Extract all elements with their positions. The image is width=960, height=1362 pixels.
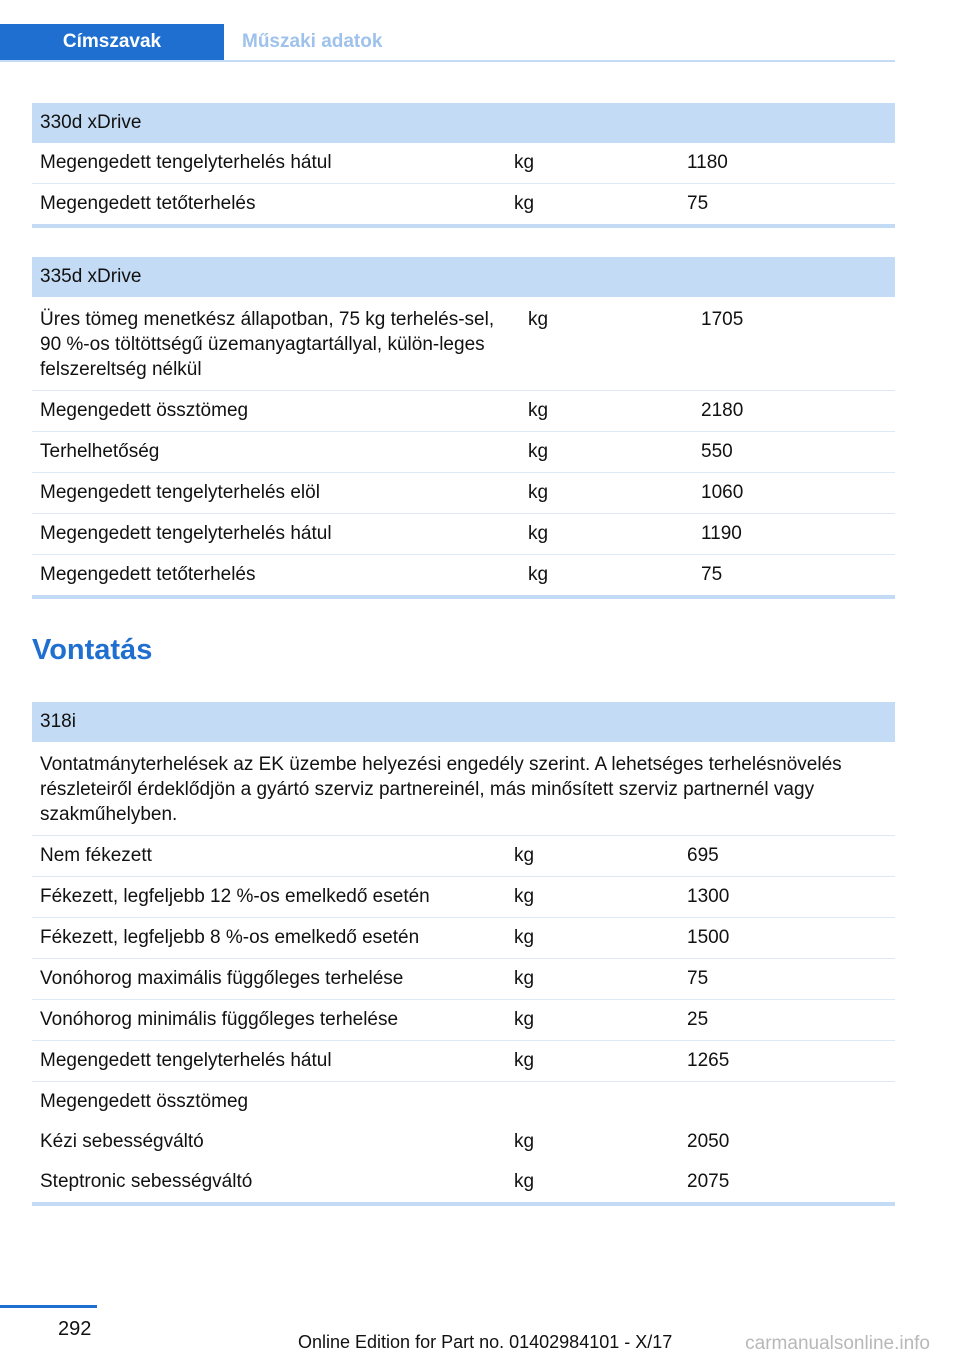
row-unit: kg <box>506 1162 679 1204</box>
row-value: 25 <box>679 1000 895 1041</box>
table-note-row <box>32 742 895 836</box>
row-value: 75 <box>679 959 895 1000</box>
table-title: 330d xDrive <box>32 103 895 143</box>
tab-cimszavak[interactable]: Címszavak <box>0 24 224 60</box>
table-row <box>32 514 895 555</box>
row-value: 75 <box>693 555 895 598</box>
table-row <box>32 1122 895 1162</box>
row-label: Megengedett tengelyterhelés hátul <box>32 514 520 555</box>
row-label: Terhelhetőség <box>32 432 520 473</box>
row-value: 550 <box>693 432 895 473</box>
table-row <box>32 555 895 598</box>
row-unit: kg <box>506 918 679 959</box>
table-row <box>32 391 895 432</box>
page-number: 292 <box>58 1318 92 1340</box>
row-unit: kg <box>506 143 679 184</box>
table-header <box>32 103 895 143</box>
row-label: Vonóhorog minimális függőleges terhelése <box>32 1000 506 1041</box>
table-row <box>32 918 895 959</box>
table-row <box>32 184 895 227</box>
subgroup-label: Megengedett össztömeg <box>40 1091 249 1112</box>
row-label: Kézi sebességváltó <box>40 1131 204 1152</box>
table-note: Vontatmányterhelések az EK üzembe helyezési engedély szerint. A lehetséges terhelésnövelés részleteiről érdeklődjön a gyártó szerviz partnereinél, más minősített szerviz partnernél vagy szakműhelyben. <box>32 742 895 836</box>
section-heading: Vontatás <box>32 634 153 666</box>
table-header <box>32 257 895 297</box>
row-value: 1060 <box>693 473 895 514</box>
row-unit: kg <box>506 1000 679 1041</box>
row-unit: kg <box>520 297 693 391</box>
table-title: 318i <box>32 702 895 742</box>
table-subgroup-row <box>32 1082 895 1123</box>
row-unit: kg <box>520 432 693 473</box>
table-row <box>32 432 895 473</box>
row-value: 1265 <box>679 1041 895 1082</box>
row-unit: kg <box>506 1041 679 1082</box>
row-value: 2180 <box>693 391 895 432</box>
row-label: Megengedett össztömeg <box>32 391 520 432</box>
row-label: Fékezett, legfeljebb 8 %-os emelkedő esetén <box>32 918 506 959</box>
row-label: Fékezett, legfeljebb 12 %-os emelkedő esetén <box>32 877 506 918</box>
row-value: 695 <box>679 836 895 877</box>
row-value: 1500 <box>679 918 895 959</box>
edition-note: Online Edition for Part no. 01402984101 - X/17 <box>298 1332 673 1352</box>
table-row <box>32 877 895 918</box>
row-label: Nem fékezett <box>32 836 506 877</box>
row-unit: kg <box>506 836 679 877</box>
tab-muszaki-adatok[interactable]: Műszaki adatok <box>242 31 383 52</box>
row-value: 2050 <box>687 1131 730 1152</box>
row-unit: kg <box>506 959 679 1000</box>
footer-rule <box>0 1305 97 1308</box>
row-unit: kg <box>506 877 679 918</box>
row-unit: kg <box>514 1131 535 1152</box>
table-row <box>32 143 895 184</box>
row-unit: kg <box>520 391 693 432</box>
table-row <box>32 297 895 391</box>
table-row <box>32 836 895 877</box>
spec-table-318i <box>32 702 895 1206</box>
row-value: 2075 <box>679 1162 895 1204</box>
table-row <box>32 1041 895 1082</box>
row-label: Megengedett tetőterhelés <box>32 555 520 598</box>
row-unit: kg <box>520 555 693 598</box>
row-value: 1190 <box>693 514 895 555</box>
table-row <box>32 473 895 514</box>
row-label: Megengedett tengelyterhelés hátul <box>32 143 506 184</box>
row-value: 1300 <box>679 877 895 918</box>
row-value: 1705 <box>693 297 895 391</box>
row-label: Üres tömeg menetkész állapotban, 75 kg terhelés-sel, 90 %-os töltöttségű üzemanyagtartállyal, külön-leges felszereltség nélkül <box>32 297 520 391</box>
table-title: 335d xDrive <box>32 257 895 297</box>
row-unit: kg <box>520 514 693 555</box>
table-row <box>32 1162 895 1204</box>
spec-table-330d <box>32 103 895 228</box>
tab-bar <box>0 24 895 62</box>
row-label: Steptronic sebességváltó <box>32 1162 506 1204</box>
table-row <box>32 959 895 1000</box>
table-row <box>32 1000 895 1041</box>
row-label: Megengedett tengelyterhelés elöl <box>32 473 520 514</box>
watermark: carmanualsonline.info <box>745 1333 930 1354</box>
row-label: Vonóhorog maximális függőleges terhelése <box>32 959 506 1000</box>
row-label: Megengedett tengelyterhelés hátul <box>32 1041 506 1082</box>
table-header <box>32 702 895 742</box>
row-label: Megengedett tetőterhelés <box>32 184 506 227</box>
row-unit: kg <box>520 473 693 514</box>
row-unit: kg <box>506 184 679 227</box>
row-value: 1180 <box>679 143 895 184</box>
row-value: 75 <box>679 184 895 227</box>
spec-table-335d <box>32 257 895 599</box>
